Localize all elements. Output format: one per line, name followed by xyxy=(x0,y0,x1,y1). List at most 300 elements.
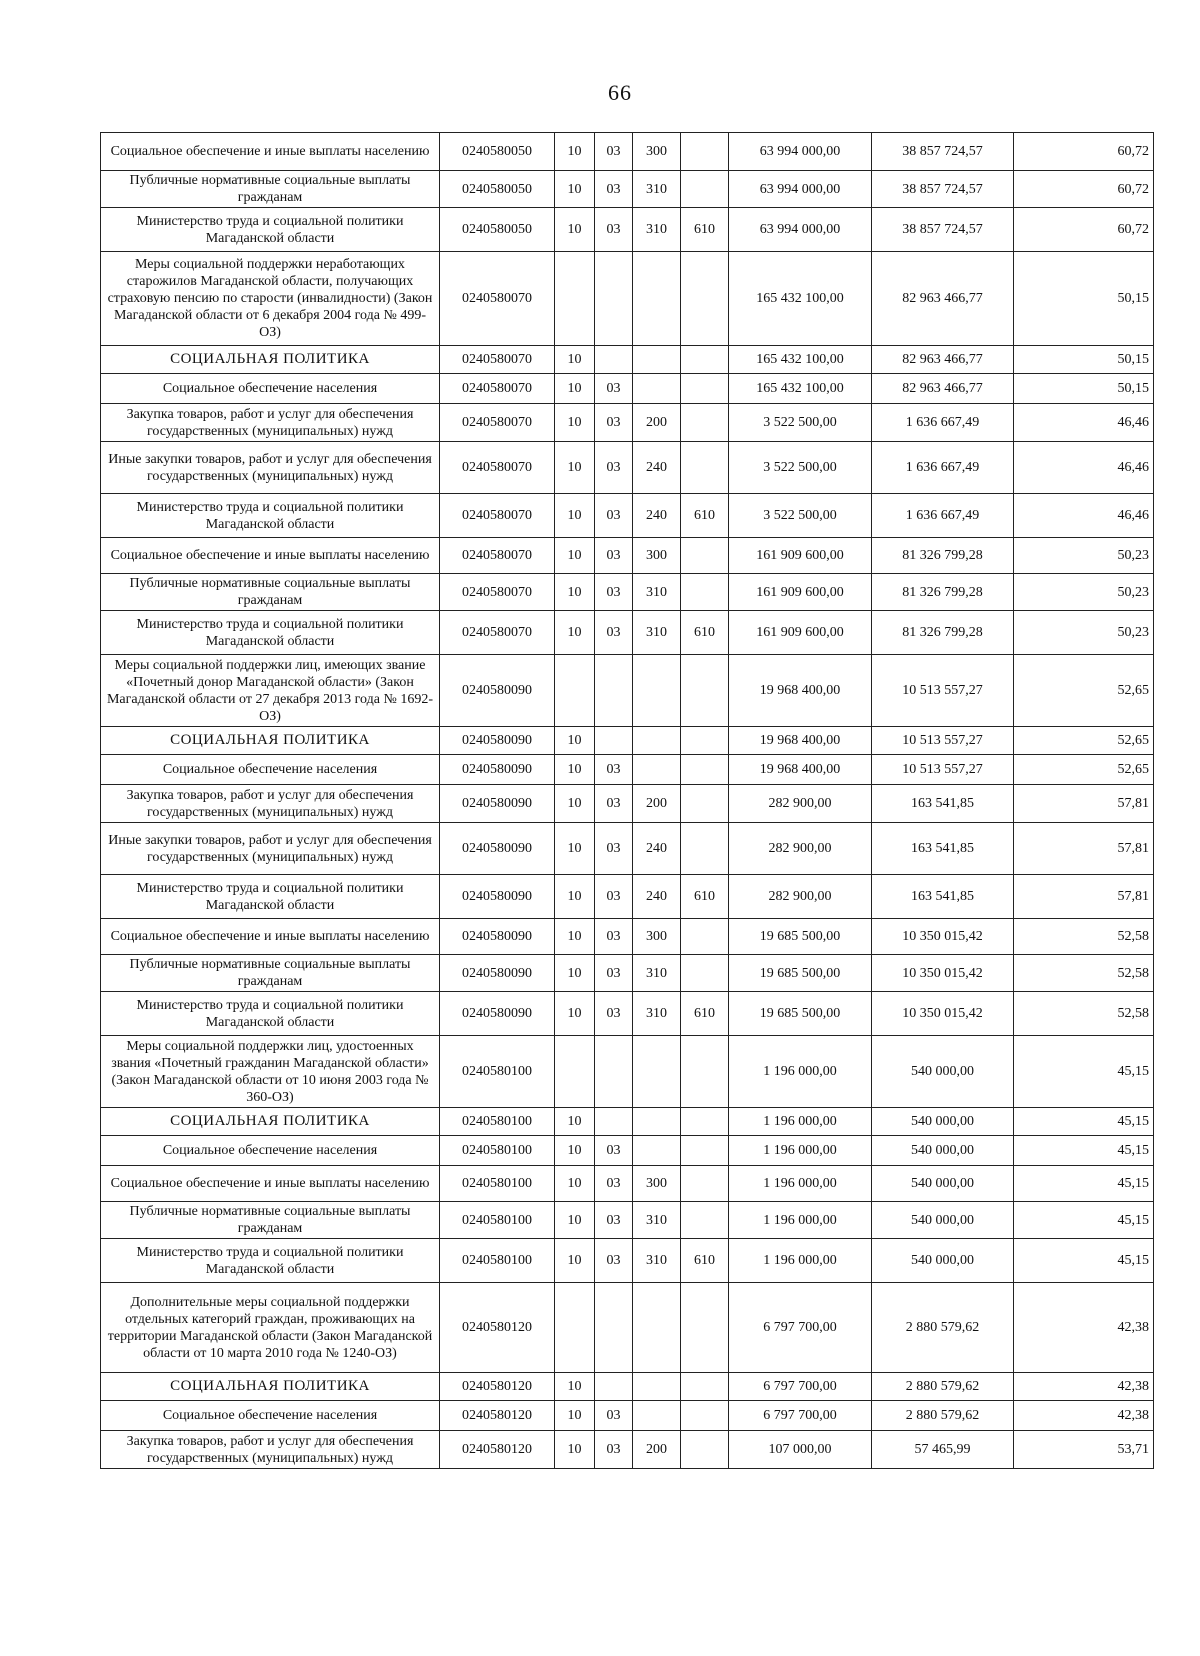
row-code-cell: 0240580100 xyxy=(440,1166,555,1202)
row-subsection-cell: 03 xyxy=(595,1239,633,1283)
row-plan-cell: 165 432 100,00 xyxy=(729,346,872,374)
row-dept-cell xyxy=(681,374,729,404)
row-section-cell xyxy=(555,1283,595,1373)
row-expense-type-cell: 200 xyxy=(633,785,681,823)
row-name-cell: СОЦИАЛЬНАЯ ПОЛИТИКА xyxy=(101,1108,440,1136)
row-dept-cell xyxy=(681,955,729,992)
row-name-cell: Социальное обеспечение населения xyxy=(101,374,440,404)
row-executed-cell: 2 880 579,62 xyxy=(872,1401,1014,1431)
row-executed-cell: 540 000,00 xyxy=(872,1136,1014,1166)
row-executed-cell: 1 636 667,49 xyxy=(872,404,1014,442)
row-subsection-cell xyxy=(595,1108,633,1136)
row-name-cell: Закупка товаров, работ и услуг для обеспечения государственных (муниципальных) нужд xyxy=(101,785,440,823)
row-name-cell: Министерство труда и социальной политики Магаданской области xyxy=(101,611,440,655)
row-code-cell: 0240580120 xyxy=(440,1401,555,1431)
row-code-cell: 0240580100 xyxy=(440,1136,555,1166)
table-row xyxy=(101,1283,1154,1373)
row-percent-cell: 46,46 xyxy=(1014,494,1154,538)
row-expense-type-cell: 310 xyxy=(633,1202,681,1239)
row-executed-cell: 81 326 799,28 xyxy=(872,538,1014,574)
row-expense-type-cell: 240 xyxy=(633,494,681,538)
row-plan-cell: 161 909 600,00 xyxy=(729,574,872,611)
row-code-cell: 0240580100 xyxy=(440,1239,555,1283)
row-percent-cell: 60,72 xyxy=(1014,208,1154,252)
row-executed-cell: 540 000,00 xyxy=(872,1239,1014,1283)
table-row xyxy=(101,955,1154,992)
row-subsection-cell: 03 xyxy=(595,404,633,442)
row-name-cell: Меры социальной поддержки неработающих старожилов Магаданской области, получающих страховую пенсию по старости (инвалидности) (Закон Магаданской области от 6 декабря 2004 года № 499-ОЗ) xyxy=(101,252,440,346)
row-dept-cell xyxy=(681,171,729,208)
row-expense-type-cell xyxy=(633,755,681,785)
row-plan-cell: 282 900,00 xyxy=(729,823,872,875)
row-name-cell: Закупка товаров, работ и услуг для обеспечения государственных (муниципальных) нужд xyxy=(101,1431,440,1469)
row-name-cell: Социальное обеспечение населения xyxy=(101,1401,440,1431)
row-section-cell: 10 xyxy=(555,1239,595,1283)
row-dept-cell xyxy=(681,1108,729,1136)
table-row xyxy=(101,1166,1154,1202)
row-percent-cell: 45,15 xyxy=(1014,1239,1154,1283)
table-row xyxy=(101,1373,1154,1401)
row-dept-cell xyxy=(681,1136,729,1166)
row-dept-cell xyxy=(681,574,729,611)
row-subsection-cell: 03 xyxy=(595,442,633,494)
row-section-cell: 10 xyxy=(555,1373,595,1401)
row-percent-cell: 50,15 xyxy=(1014,374,1154,404)
row-code-cell: 0240580090 xyxy=(440,875,555,919)
table-row xyxy=(101,1401,1154,1431)
row-percent-cell: 42,38 xyxy=(1014,1401,1154,1431)
row-percent-cell: 45,15 xyxy=(1014,1202,1154,1239)
row-name-cell: Публичные нормативные социальные выплаты гражданам xyxy=(101,171,440,208)
row-section-cell: 10 xyxy=(555,1136,595,1166)
row-executed-cell: 2 880 579,62 xyxy=(872,1283,1014,1373)
row-dept-cell xyxy=(681,1166,729,1202)
row-subsection-cell: 03 xyxy=(595,171,633,208)
table-row xyxy=(101,1239,1154,1283)
table-row xyxy=(101,442,1154,494)
row-section-cell: 10 xyxy=(555,133,595,171)
row-executed-cell: 82 963 466,77 xyxy=(872,252,1014,346)
row-executed-cell: 163 541,85 xyxy=(872,785,1014,823)
row-subsection-cell: 03 xyxy=(595,1202,633,1239)
row-percent-cell: 57,81 xyxy=(1014,823,1154,875)
row-plan-cell: 63 994 000,00 xyxy=(729,208,872,252)
row-dept-cell: 610 xyxy=(681,611,729,655)
row-subsection-cell: 03 xyxy=(595,574,633,611)
row-code-cell: 0240580050 xyxy=(440,171,555,208)
row-percent-cell: 60,72 xyxy=(1014,171,1154,208)
row-executed-cell: 38 857 724,57 xyxy=(872,133,1014,171)
row-dept-cell xyxy=(681,1431,729,1469)
row-name-cell: Публичные нормативные социальные выплаты гражданам xyxy=(101,574,440,611)
table-row xyxy=(101,494,1154,538)
row-expense-type-cell: 300 xyxy=(633,133,681,171)
row-section-cell: 10 xyxy=(555,823,595,875)
table-row xyxy=(101,655,1154,727)
row-expense-type-cell: 240 xyxy=(633,823,681,875)
table-row xyxy=(101,727,1154,755)
row-subsection-cell: 03 xyxy=(595,538,633,574)
row-section-cell: 10 xyxy=(555,611,595,655)
row-code-cell: 0240580070 xyxy=(440,611,555,655)
table-row xyxy=(101,1202,1154,1239)
row-section-cell: 10 xyxy=(555,1431,595,1469)
row-section-cell: 10 xyxy=(555,875,595,919)
row-dept-cell xyxy=(681,655,729,727)
row-expense-type-cell xyxy=(633,252,681,346)
table-row xyxy=(101,1136,1154,1166)
row-subsection-cell: 03 xyxy=(595,823,633,875)
row-dept-cell xyxy=(681,133,729,171)
row-dept-cell: 610 xyxy=(681,208,729,252)
row-executed-cell: 10 513 557,27 xyxy=(872,727,1014,755)
row-executed-cell: 38 857 724,57 xyxy=(872,171,1014,208)
row-executed-cell: 38 857 724,57 xyxy=(872,208,1014,252)
row-executed-cell: 10 513 557,27 xyxy=(872,755,1014,785)
row-code-cell: 0240580090 xyxy=(440,727,555,755)
row-executed-cell: 540 000,00 xyxy=(872,1108,1014,1136)
row-percent-cell: 53,71 xyxy=(1014,1431,1154,1469)
row-percent-cell: 46,46 xyxy=(1014,404,1154,442)
row-expense-type-cell xyxy=(633,727,681,755)
row-plan-cell: 107 000,00 xyxy=(729,1431,872,1469)
table-row xyxy=(101,755,1154,785)
table-row xyxy=(101,574,1154,611)
row-expense-type-cell xyxy=(633,655,681,727)
row-plan-cell: 1 196 000,00 xyxy=(729,1239,872,1283)
row-plan-cell: 165 432 100,00 xyxy=(729,374,872,404)
table-row xyxy=(101,1108,1154,1136)
row-name-cell: СОЦИАЛЬНАЯ ПОЛИТИКА xyxy=(101,346,440,374)
row-code-cell: 0240580120 xyxy=(440,1431,555,1469)
table-row xyxy=(101,992,1154,1036)
row-percent-cell: 45,15 xyxy=(1014,1166,1154,1202)
row-subsection-cell: 03 xyxy=(595,992,633,1036)
row-subsection-cell: 03 xyxy=(595,1136,633,1166)
row-dept-cell xyxy=(681,755,729,785)
row-section-cell: 10 xyxy=(555,755,595,785)
row-name-cell: Иные закупки товаров, работ и услуг для обеспечения государственных (муниципальных) нужд xyxy=(101,823,440,875)
row-subsection-cell: 03 xyxy=(595,494,633,538)
table-row xyxy=(101,404,1154,442)
row-plan-cell: 3 522 500,00 xyxy=(729,404,872,442)
row-executed-cell: 163 541,85 xyxy=(872,875,1014,919)
row-dept-cell xyxy=(681,1373,729,1401)
row-plan-cell: 282 900,00 xyxy=(729,875,872,919)
row-subsection-cell xyxy=(595,1283,633,1373)
row-subsection-cell xyxy=(595,1373,633,1401)
table-row xyxy=(101,1036,1154,1108)
row-dept-cell xyxy=(681,823,729,875)
row-name-cell: Министерство труда и социальной политики Магаданской области xyxy=(101,1239,440,1283)
row-plan-cell: 19 968 400,00 xyxy=(729,727,872,755)
row-dept-cell xyxy=(681,538,729,574)
row-code-cell: 0240580120 xyxy=(440,1283,555,1373)
row-expense-type-cell: 310 xyxy=(633,208,681,252)
row-code-cell: 0240580070 xyxy=(440,538,555,574)
row-percent-cell: 57,81 xyxy=(1014,785,1154,823)
row-percent-cell: 52,65 xyxy=(1014,755,1154,785)
row-name-cell: Социальное обеспечение и иные выплаты населению xyxy=(101,1166,440,1202)
row-subsection-cell: 03 xyxy=(595,919,633,955)
table-row xyxy=(101,919,1154,955)
row-percent-cell: 52,58 xyxy=(1014,955,1154,992)
row-name-cell: Иные закупки товаров, работ и услуг для обеспечения государственных (муниципальных) нужд xyxy=(101,442,440,494)
row-percent-cell: 45,15 xyxy=(1014,1136,1154,1166)
row-subsection-cell: 03 xyxy=(595,755,633,785)
table-row xyxy=(101,785,1154,823)
page-number: 66 xyxy=(608,80,632,105)
row-subsection-cell: 03 xyxy=(595,1431,633,1469)
row-section-cell: 10 xyxy=(555,574,595,611)
row-plan-cell: 19 685 500,00 xyxy=(729,992,872,1036)
row-code-cell: 0240580070 xyxy=(440,252,555,346)
row-executed-cell: 540 000,00 xyxy=(872,1036,1014,1108)
row-expense-type-cell: 200 xyxy=(633,404,681,442)
row-executed-cell: 10 350 015,42 xyxy=(872,992,1014,1036)
table-row xyxy=(101,346,1154,374)
row-section-cell: 10 xyxy=(555,171,595,208)
row-subsection-cell: 03 xyxy=(595,208,633,252)
budget-table xyxy=(100,132,1154,1469)
row-plan-cell: 6 797 700,00 xyxy=(729,1401,872,1431)
row-subsection-cell xyxy=(595,655,633,727)
row-subsection-cell: 03 xyxy=(595,611,633,655)
row-name-cell: Закупка товаров, работ и услуг для обеспечения государственных (муниципальных) нужд xyxy=(101,404,440,442)
row-dept-cell xyxy=(681,1283,729,1373)
row-executed-cell: 540 000,00 xyxy=(872,1166,1014,1202)
row-subsection-cell: 03 xyxy=(595,875,633,919)
row-executed-cell: 81 326 799,28 xyxy=(872,574,1014,611)
row-dept-cell: 610 xyxy=(681,1239,729,1283)
row-percent-cell: 52,58 xyxy=(1014,919,1154,955)
row-percent-cell: 52,65 xyxy=(1014,727,1154,755)
row-plan-cell: 1 196 000,00 xyxy=(729,1136,872,1166)
table-row xyxy=(101,875,1154,919)
row-plan-cell: 6 797 700,00 xyxy=(729,1373,872,1401)
table-row xyxy=(101,1431,1154,1469)
row-expense-type-cell xyxy=(633,1136,681,1166)
row-code-cell: 0240580090 xyxy=(440,823,555,875)
row-name-cell: Социальное обеспечение и иные выплаты населению xyxy=(101,919,440,955)
row-name-cell: СОЦИАЛЬНАЯ ПОЛИТИКА xyxy=(101,727,440,755)
row-code-cell: 0240580050 xyxy=(440,133,555,171)
row-dept-cell: 610 xyxy=(681,494,729,538)
row-code-cell: 0240580070 xyxy=(440,442,555,494)
row-executed-cell: 1 636 667,49 xyxy=(872,494,1014,538)
row-plan-cell: 19 968 400,00 xyxy=(729,655,872,727)
row-code-cell: 0240580090 xyxy=(440,919,555,955)
row-percent-cell: 45,15 xyxy=(1014,1036,1154,1108)
row-percent-cell: 50,15 xyxy=(1014,252,1154,346)
row-plan-cell: 165 432 100,00 xyxy=(729,252,872,346)
row-plan-cell: 1 196 000,00 xyxy=(729,1202,872,1239)
row-executed-cell: 10 350 015,42 xyxy=(872,955,1014,992)
row-expense-type-cell: 240 xyxy=(633,875,681,919)
row-dept-cell xyxy=(681,1036,729,1108)
row-expense-type-cell xyxy=(633,1108,681,1136)
row-dept-cell: 610 xyxy=(681,875,729,919)
row-expense-type-cell xyxy=(633,1283,681,1373)
row-dept-cell xyxy=(681,785,729,823)
row-section-cell: 10 xyxy=(555,919,595,955)
row-expense-type-cell xyxy=(633,1373,681,1401)
row-executed-cell: 540 000,00 xyxy=(872,1202,1014,1239)
row-plan-cell: 3 522 500,00 xyxy=(729,494,872,538)
table-body xyxy=(101,133,1154,1469)
row-section-cell: 10 xyxy=(555,404,595,442)
row-name-cell: Дополнительные меры социальной поддержки отдельных категорий граждан, проживающих на территории Магаданской области (Закон Магаданской области от 10 марта 2010 года № 1240-ОЗ) xyxy=(101,1283,440,1373)
row-plan-cell: 282 900,00 xyxy=(729,785,872,823)
row-section-cell: 10 xyxy=(555,346,595,374)
row-name-cell: Публичные нормативные социальные выплаты гражданам xyxy=(101,1202,440,1239)
row-expense-type-cell: 310 xyxy=(633,955,681,992)
row-code-cell: 0240580090 xyxy=(440,992,555,1036)
row-plan-cell: 1 196 000,00 xyxy=(729,1108,872,1136)
row-subsection-cell: 03 xyxy=(595,133,633,171)
row-subsection-cell xyxy=(595,727,633,755)
row-name-cell: Меры социальной поддержки лиц, имеющих звание «Почетный донор Магаданской области» (Закон Магаданской области от 27 декабря 2013 года № 1692-ОЗ) xyxy=(101,655,440,727)
row-code-cell: 0240580090 xyxy=(440,785,555,823)
row-code-cell: 0240580070 xyxy=(440,346,555,374)
row-percent-cell: 46,46 xyxy=(1014,442,1154,494)
row-code-cell: 0240580070 xyxy=(440,404,555,442)
row-plan-cell: 1 196 000,00 xyxy=(729,1166,872,1202)
row-section-cell: 10 xyxy=(555,208,595,252)
row-code-cell: 0240580070 xyxy=(440,574,555,611)
row-plan-cell: 19 685 500,00 xyxy=(729,955,872,992)
row-expense-type-cell: 310 xyxy=(633,992,681,1036)
row-dept-cell xyxy=(681,252,729,346)
row-section-cell xyxy=(555,1036,595,1108)
row-percent-cell: 57,81 xyxy=(1014,875,1154,919)
row-name-cell: Министерство труда и социальной политики Магаданской области xyxy=(101,208,440,252)
row-expense-type-cell xyxy=(633,374,681,404)
row-plan-cell: 1 196 000,00 xyxy=(729,1036,872,1108)
row-subsection-cell: 03 xyxy=(595,374,633,404)
row-expense-type-cell: 300 xyxy=(633,538,681,574)
row-expense-type-cell: 300 xyxy=(633,919,681,955)
row-section-cell: 10 xyxy=(555,785,595,823)
row-code-cell: 0240580090 xyxy=(440,655,555,727)
row-subsection-cell xyxy=(595,346,633,374)
row-code-cell: 0240580070 xyxy=(440,374,555,404)
row-name-cell: СОЦИАЛЬНАЯ ПОЛИТИКА xyxy=(101,1373,440,1401)
row-expense-type-cell xyxy=(633,1401,681,1431)
row-code-cell: 0240580090 xyxy=(440,755,555,785)
row-dept-cell xyxy=(681,442,729,494)
row-section-cell xyxy=(555,655,595,727)
row-dept-cell xyxy=(681,346,729,374)
row-section-cell: 10 xyxy=(555,374,595,404)
row-expense-type-cell: 300 xyxy=(633,1166,681,1202)
row-section-cell: 10 xyxy=(555,1166,595,1202)
row-name-cell: Социальное обеспечение и иные выплаты населению xyxy=(101,133,440,171)
row-percent-cell: 42,38 xyxy=(1014,1283,1154,1373)
row-name-cell: Социальное обеспечение населения xyxy=(101,755,440,785)
row-subsection-cell xyxy=(595,252,633,346)
row-dept-cell xyxy=(681,1202,729,1239)
row-executed-cell: 2 880 579,62 xyxy=(872,1373,1014,1401)
row-expense-type-cell: 200 xyxy=(633,1431,681,1469)
row-dept-cell xyxy=(681,404,729,442)
row-subsection-cell: 03 xyxy=(595,785,633,823)
row-name-cell: Публичные нормативные социальные выплаты гражданам xyxy=(101,955,440,992)
row-executed-cell: 81 326 799,28 xyxy=(872,611,1014,655)
row-code-cell: 0240580100 xyxy=(440,1108,555,1136)
table-row xyxy=(101,171,1154,208)
row-name-cell: Меры социальной поддержки лиц, удостоенных звания «Почетный гражданин Магаданской области» (Закон Магаданской области от 10 июня 2003 года № 360-ОЗ) xyxy=(101,1036,440,1108)
row-percent-cell: 45,15 xyxy=(1014,1108,1154,1136)
row-plan-cell: 63 994 000,00 xyxy=(729,133,872,171)
row-subsection-cell: 03 xyxy=(595,1166,633,1202)
table-row xyxy=(101,538,1154,574)
row-percent-cell: 52,65 xyxy=(1014,655,1154,727)
row-executed-cell: 82 963 466,77 xyxy=(872,374,1014,404)
row-dept-cell xyxy=(681,727,729,755)
row-code-cell: 0240580100 xyxy=(440,1036,555,1108)
row-plan-cell: 19 968 400,00 xyxy=(729,755,872,785)
row-subsection-cell: 03 xyxy=(595,1401,633,1431)
row-plan-cell: 161 909 600,00 xyxy=(729,611,872,655)
table-row xyxy=(101,611,1154,655)
row-plan-cell: 19 685 500,00 xyxy=(729,919,872,955)
row-expense-type-cell: 310 xyxy=(633,1239,681,1283)
row-executed-cell: 82 963 466,77 xyxy=(872,346,1014,374)
row-section-cell: 10 xyxy=(555,1202,595,1239)
row-percent-cell: 60,72 xyxy=(1014,133,1154,171)
row-section-cell: 10 xyxy=(555,955,595,992)
row-percent-cell: 50,23 xyxy=(1014,538,1154,574)
row-subsection-cell: 03 xyxy=(595,955,633,992)
row-executed-cell: 57 465,99 xyxy=(872,1431,1014,1469)
row-expense-type-cell: 310 xyxy=(633,171,681,208)
row-code-cell: 0240580100 xyxy=(440,1202,555,1239)
row-code-cell: 0240580090 xyxy=(440,955,555,992)
row-name-cell: Социальное обеспечение и иные выплаты населению xyxy=(101,538,440,574)
row-name-cell: Министерство труда и социальной политики Магаданской области xyxy=(101,992,440,1036)
row-name-cell: Министерство труда и социальной политики Магаданской области xyxy=(101,494,440,538)
row-name-cell: Министерство труда и социальной политики Магаданской области xyxy=(101,875,440,919)
row-executed-cell: 10 513 557,27 xyxy=(872,655,1014,727)
row-expense-type-cell: 310 xyxy=(633,574,681,611)
row-dept-cell xyxy=(681,919,729,955)
row-code-cell: 0240580070 xyxy=(440,494,555,538)
row-section-cell: 10 xyxy=(555,538,595,574)
row-executed-cell: 1 636 667,49 xyxy=(872,442,1014,494)
row-dept-cell xyxy=(681,1401,729,1431)
row-section-cell: 10 xyxy=(555,727,595,755)
row-plan-cell: 161 909 600,00 xyxy=(729,538,872,574)
row-expense-type-cell xyxy=(633,346,681,374)
row-code-cell: 0240580050 xyxy=(440,208,555,252)
row-percent-cell: 50,23 xyxy=(1014,574,1154,611)
row-section-cell xyxy=(555,252,595,346)
row-executed-cell: 10 350 015,42 xyxy=(872,919,1014,955)
row-section-cell: 10 xyxy=(555,1401,595,1431)
table-row xyxy=(101,252,1154,346)
row-dept-cell: 610 xyxy=(681,992,729,1036)
table-row xyxy=(101,374,1154,404)
row-plan-cell: 63 994 000,00 xyxy=(729,171,872,208)
row-expense-type-cell: 240 xyxy=(633,442,681,494)
row-section-cell: 10 xyxy=(555,1108,595,1136)
row-executed-cell: 163 541,85 xyxy=(872,823,1014,875)
row-percent-cell: 52,58 xyxy=(1014,992,1154,1036)
row-plan-cell: 3 522 500,00 xyxy=(729,442,872,494)
row-subsection-cell xyxy=(595,1036,633,1108)
row-section-cell: 10 xyxy=(555,442,595,494)
